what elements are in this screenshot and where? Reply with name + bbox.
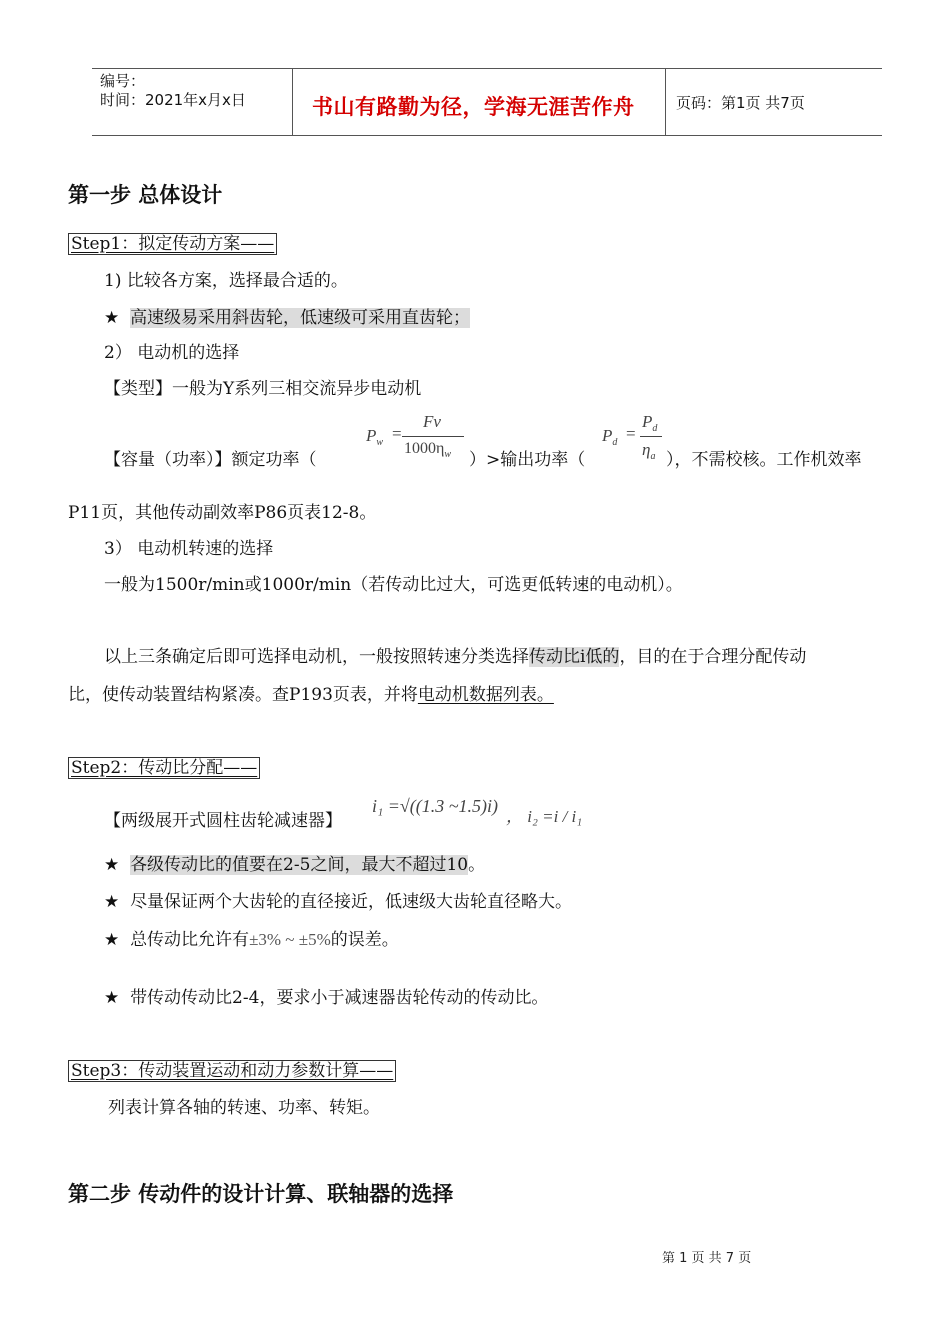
capacity-mid: ）>输出功率（	[469, 450, 586, 470]
step1-label: Step1：拟定传动方案——	[68, 233, 277, 255]
star-icon: ★	[104, 892, 120, 912]
underlined-text: 电动机数据列表。	[417, 685, 554, 705]
highlighted-text: 高速级易采用斜齿轮，低速级可采用直齿轮；	[130, 308, 471, 328]
star-icon: ★	[104, 988, 120, 1008]
capacity-prefix: 【容量（功率）】额定功率（	[104, 450, 317, 470]
step2-star3: ★ 总传动比允许有±3% ~ ±5%的误差。	[104, 930, 399, 950]
section-title-overall-design: 第一步 总体设计	[68, 183, 223, 207]
step1-item3: 3） 电动机转速的选择	[104, 539, 274, 559]
star-icon: ★	[104, 308, 120, 328]
step1-item1: 1) 比较各方案，选择最合适的。	[104, 271, 348, 291]
step2-star1: ★ 各级传动比的值要在2-5之间，最大不超过10。	[104, 855, 486, 875]
step2-label: Step2：传动比分配——	[68, 757, 260, 779]
formula-rated-power: $P_w$ = Fv $1000\eta_w$	[366, 412, 476, 462]
motor-speed-line: 一般为1500r/min或1000r/min（若传动比过大，可选更低转速的电动机）。	[104, 575, 683, 595]
header-motto: 书山有路勤为径，学海无涯苦作舟	[312, 95, 635, 119]
tolerance-formula: ±3% ~ ±5%	[249, 930, 331, 949]
doc-code-label: 编号：	[100, 72, 146, 90]
page-number-label: 页码：第1页 共7页	[676, 94, 805, 112]
step3-line: 列表计算各轴的转速、功率、转矩。	[108, 1098, 380, 1118]
step2-star4: ★ 带传动传动比2-4，要求小于减速器齿轮传动的传动比。	[104, 988, 549, 1008]
summary-paragraph-line1: 以上三条确定后即可选择电动机，一般按照转速分类选择传动比i低的，目的在于合理分配传动	[104, 647, 807, 667]
capacity-suffix: ），不需校核。工作机效率	[666, 450, 862, 470]
reducer-label: 【两级展开式圆柱齿轮减速器】	[104, 811, 342, 831]
formula-i1: i₁ =√((1.3 ~1.5)i)	[372, 796, 498, 816]
step2-star2: ★ 尽量保证两个大齿轮的直径接近，低速级大齿轮直径略大。	[104, 892, 573, 912]
motor-type-line: 【类型】一般为Y系列三相交流异步电动机	[104, 379, 422, 399]
star-icon: ★	[104, 855, 120, 875]
highlighted-text: 传动比i低的	[529, 647, 620, 667]
section-title-transmission-design: 第二步 传动件的设计计算、联轴器的选择	[68, 1182, 454, 1206]
formula-i2: ， i₂ =i / i₁	[506, 807, 583, 826]
highlighted-text: 各级传动比的值要在2-5之间，最大不超过10	[130, 855, 469, 875]
step3-label: Step3：传动装置运动和动力参数计算——	[68, 1060, 396, 1082]
step1-star1	[104, 306, 470, 330]
step1-item2: 2） 电动机的选择	[104, 343, 240, 363]
summary-paragraph-line2: 比，使传动装置结构紧凑。查P193页表，并将电动机数据列表。	[68, 685, 554, 705]
formula-output-power: $P_d$ = $P_d$ $\eta_a$	[602, 412, 672, 462]
page-footer: 第 1 页 共 7 页	[662, 1251, 752, 1266]
star-icon: ★	[104, 930, 120, 950]
doc-time-label: 时间：2021年x月x日	[100, 91, 246, 109]
capacity-continuation: P11页，其他传动副效率P86页表12-8。	[68, 503, 377, 523]
